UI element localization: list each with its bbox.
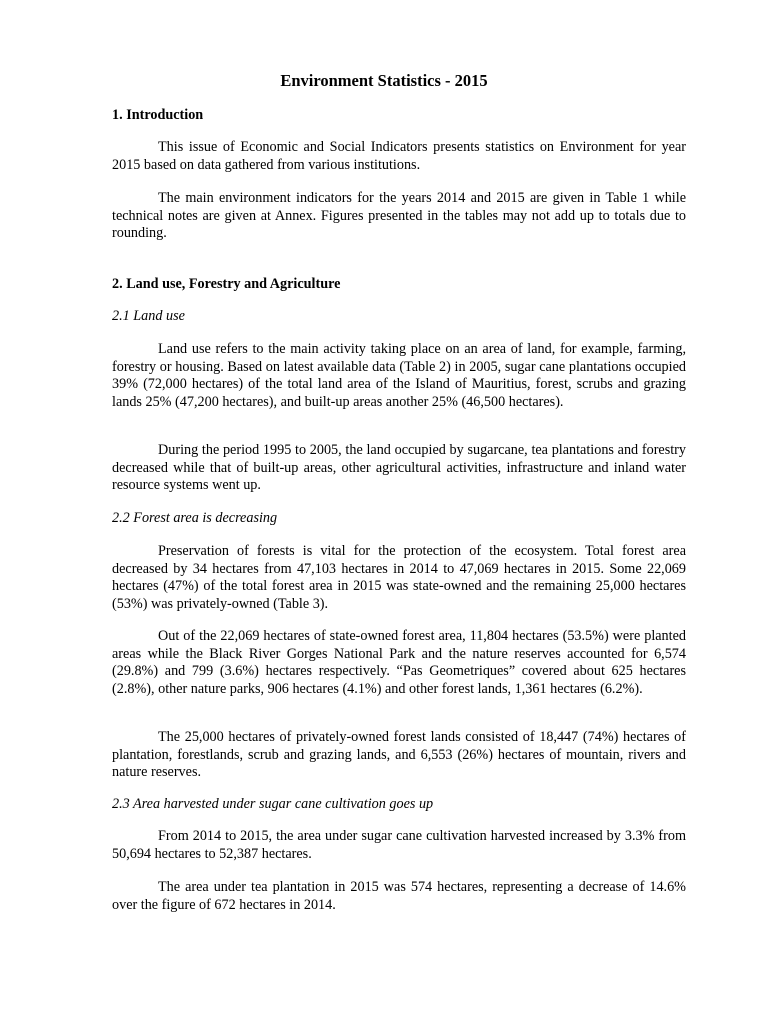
paragraph: From 2014 to 2015, the area under sugar cane cultivation harvested increased by 3.3% from 50,694 hectares to 52,387 hectares. xyxy=(112,828,686,862)
paragraph: Preservation of forests is vital for the protection of the ecosystem. Total forest area decreased by 34 hectares from 47,103 hectares in 2014 to 47,069 hectares in 2015. Some 22,069 hectares (47%) of the total forest area in 2015 was state-owned and the remaining 25,000 hectares (53%) was privately-owned (Table 3). xyxy=(112,543,686,612)
paragraph: The main environment indicators for the years 2014 and 2015 are given in Table 1 while technical notes are given at Annex. Figures presented in the tables may not add up to totals due to rounding. xyxy=(112,190,686,242)
paragraph: The area under tea plantation in 2015 was 574 hectares, representing a decrease of 14.6% over the figure of 672 hectares in 2014. xyxy=(112,879,686,913)
paragraph: The 25,000 hectares of privately-owned forest lands consisted of 18,447 (74%) hectares of plantation, forestlands, scrub and grazing lands, and 6,553 (26%) hectares of mountain, rivers and nature reserves. xyxy=(112,729,686,781)
section-heading-introduction: 1. Introduction xyxy=(112,107,204,123)
document-title: Environment Statistics - 2015 xyxy=(280,71,488,90)
section-heading-land-use-forestry-agriculture: 2. Land use, Forestry and Agriculture xyxy=(112,276,341,292)
paragraph: Out of the 22,069 hectares of state-owned forest area, 11,804 hectares (53.5%) were planted areas while the Black River Gorges National Park and the nature reserves accounted for 6,574 (29.8%) and 799 (3.6%) hectares respectively. “Pas Geometriques” covered about 625 hectares (2.8%), other nature parks, 906 hectares (4.1%) and other forest lands, 1,361 hectares (6.2%). xyxy=(112,628,686,697)
paragraph: Land use refers to the main activity taking place on an area of land, for example, farming, forestry or housing. Based on latest available data (Table 2) in 2005, sugar cane plantations occupied 39% (72,000 hectares) of the total land area of the Island of Mauritius, forest, scrubs and grazing lands 25% (47,200 hectares), and built-up areas another 25% (46,500 hectares). xyxy=(112,341,686,410)
subsection-heading-sugar-cane: 2.3 Area harvested under sugar cane cultivation goes up xyxy=(112,796,434,812)
subsection-heading-land-use: 2.1 Land use xyxy=(112,308,185,324)
paragraph: This issue of Economic and Social Indicators presents statistics on Environment for year 2015 based on data gathered from various institutions. xyxy=(112,139,686,173)
paragraph: During the period 1995 to 2005, the land occupied by sugarcane, tea plantations and forestry decreased while that of built-up areas, other agricultural activities, infrastructure and inland water resource systems went up. xyxy=(112,442,686,494)
subsection-heading-forest-area: 2.2 Forest area is decreasing xyxy=(112,510,278,526)
